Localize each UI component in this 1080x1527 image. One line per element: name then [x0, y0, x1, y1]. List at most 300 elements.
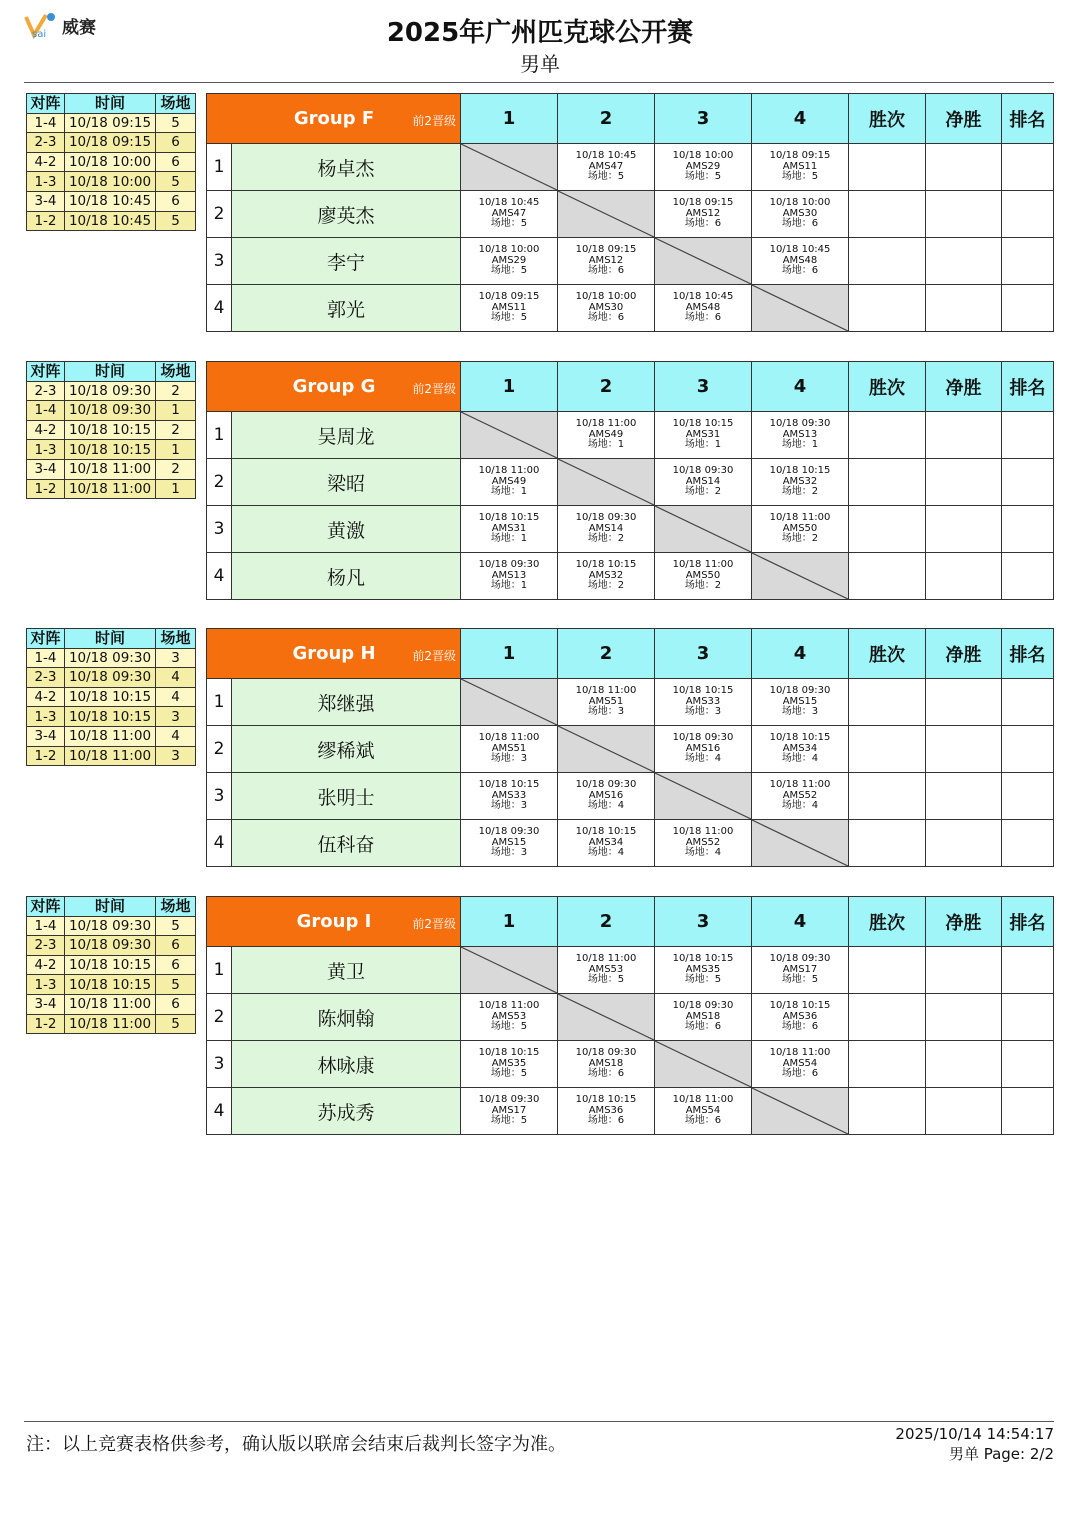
- self-match-cell: [752, 285, 849, 332]
- match-time: 10/18 10:15: [769, 465, 831, 477]
- match-time: 10/18 11:00: [478, 1000, 540, 1012]
- column-header: 净胜: [926, 897, 1002, 947]
- header-divider: [24, 82, 1054, 83]
- schedule-cell: 10/18 10:15: [65, 955, 156, 975]
- group-name-cell: [207, 94, 461, 144]
- column-header: 3: [655, 94, 752, 144]
- match-cell: [752, 506, 849, 553]
- match-time: 10/18 10:00: [478, 244, 540, 256]
- match-time: 10/18 10:15: [575, 559, 637, 571]
- schedule-cell: 1: [156, 479, 196, 499]
- group-name-cell: [207, 362, 461, 412]
- match-time: 10/18 09:15: [478, 291, 540, 303]
- match-cell: [461, 820, 558, 867]
- schedule-cell: 4: [156, 687, 196, 707]
- match-time: 10/18 09:30: [769, 418, 831, 430]
- schedule-cell: 6: [156, 152, 196, 172]
- match-court: 场地：5: [490, 1021, 528, 1033]
- schedule-cell: 10/18 10:45: [65, 191, 156, 211]
- column-header: 3: [655, 629, 752, 679]
- rank-cell: [1002, 1041, 1054, 1088]
- player-name: 郑继强: [232, 679, 461, 726]
- schedule-row: [27, 191, 196, 211]
- self-match-cell: [461, 412, 558, 459]
- schedule-header-row: [27, 897, 196, 917]
- match-court: 场地：5: [781, 171, 819, 183]
- schedule-cell: 10/18 11:00: [65, 746, 156, 766]
- schedule-row: [27, 401, 196, 421]
- match-cell: [558, 553, 655, 600]
- match-id: AMS31: [491, 522, 527, 534]
- match-court: 场地：3: [490, 800, 528, 812]
- schedule-cell: 6: [156, 936, 196, 956]
- net-cell: [926, 679, 1002, 726]
- match-cell: [752, 144, 849, 191]
- schedule-header: 时间: [65, 897, 156, 917]
- wins-cell: [849, 1088, 926, 1135]
- match-id: AMS33: [491, 789, 527, 801]
- svg-text:sai: sai: [32, 29, 47, 39]
- match-cell: [752, 947, 849, 994]
- match-time: 10/18 10:15: [478, 1047, 540, 1059]
- wins-cell: [849, 459, 926, 506]
- match-court: 场地：2: [684, 580, 722, 592]
- schedule-row: [27, 994, 196, 1014]
- player-name: 杨卓杰: [232, 144, 461, 191]
- match-court: 场地：4: [781, 753, 819, 765]
- net-cell: [926, 726, 1002, 773]
- match-time: 10/18 09:30: [769, 953, 831, 965]
- net-cell: [926, 238, 1002, 285]
- rank-cell: [1002, 553, 1054, 600]
- schedule-row: [27, 211, 196, 231]
- match-court: 场地：2: [587, 580, 625, 592]
- match-court: 场地：4: [684, 847, 722, 859]
- schedule-header: 时间: [65, 362, 156, 382]
- schedule-header-row: [27, 94, 196, 114]
- player-row: [207, 459, 1054, 506]
- match-id: AMS49: [491, 475, 527, 487]
- column-header: 4: [752, 94, 849, 144]
- schedule-row: [27, 707, 196, 727]
- schedule-cell: 3: [156, 746, 196, 766]
- schedule-cell: 3-4: [27, 459, 65, 479]
- match-id: AMS52: [685, 836, 721, 848]
- match-time: 10/18 11:00: [575, 418, 637, 430]
- player-name: 张明士: [232, 773, 461, 820]
- match-court: 场地：6: [781, 1068, 819, 1080]
- player-number: 1: [207, 679, 232, 726]
- advance-label: 前2晋级: [412, 649, 456, 663]
- match-cell: [558, 238, 655, 285]
- match-id: AMS50: [782, 522, 818, 534]
- match-time: 10/18 09:30: [672, 465, 734, 477]
- player-name: 伍科奋: [232, 820, 461, 867]
- match-id: AMS14: [685, 475, 721, 487]
- player-number: 1: [207, 947, 232, 994]
- schedule-cell: 2-3: [27, 936, 65, 956]
- match-id: AMS17: [491, 1104, 527, 1116]
- match-id: AMS17: [782, 963, 818, 975]
- match-id: AMS36: [782, 1010, 818, 1022]
- schedule-table: [26, 896, 196, 1034]
- match-id: AMS50: [685, 569, 721, 581]
- column-header: 排名: [1002, 362, 1054, 412]
- match-time: 10/18 10:15: [672, 953, 734, 965]
- match-time: 10/18 10:15: [478, 779, 540, 791]
- footer-divider: [24, 1421, 1054, 1422]
- schedule-row: [27, 916, 196, 936]
- player-number: 4: [207, 820, 232, 867]
- match-court: 场地：4: [587, 800, 625, 812]
- schedule-cell: 1-4: [27, 113, 65, 133]
- match-court: 场地：6: [684, 1115, 722, 1127]
- match-cell: [461, 1041, 558, 1088]
- match-time: 10/18 10:15: [575, 826, 637, 838]
- match-id: AMS51: [588, 695, 624, 707]
- schedule-cell: 1-2: [27, 746, 65, 766]
- schedule-cell: 2-3: [27, 133, 65, 153]
- column-header: 3: [655, 897, 752, 947]
- wins-cell: [849, 553, 926, 600]
- net-cell: [926, 506, 1002, 553]
- self-match-cell: [461, 947, 558, 994]
- player-number: 2: [207, 191, 232, 238]
- player-row: [207, 285, 1054, 332]
- column-header: 胜次: [849, 362, 926, 412]
- net-cell: [926, 1041, 1002, 1088]
- net-cell: [926, 994, 1002, 1041]
- match-court: 场地：2: [781, 533, 819, 545]
- schedule-cell: 10/18 11:00: [65, 479, 156, 499]
- schedule-row: [27, 172, 196, 192]
- match-cell: [461, 459, 558, 506]
- schedule-row: [27, 152, 196, 172]
- self-match-cell: [655, 238, 752, 285]
- match-id: AMS16: [685, 742, 721, 754]
- schedule-header: 对阵: [27, 629, 65, 649]
- match-cell: [655, 553, 752, 600]
- match-id: AMS32: [782, 475, 818, 487]
- match-cell: [558, 820, 655, 867]
- match-id: AMS30: [588, 301, 624, 313]
- wins-cell: [849, 994, 926, 1041]
- net-cell: [926, 1088, 1002, 1135]
- match-court: 场地：6: [587, 265, 625, 277]
- player-number: 1: [207, 412, 232, 459]
- match-cell: [655, 726, 752, 773]
- match-id: AMS54: [685, 1104, 721, 1116]
- match-court: 场地：3: [490, 847, 528, 859]
- match-court: 场地：6: [587, 1115, 625, 1127]
- self-match-cell: [655, 1041, 752, 1088]
- match-court: 场地：2: [781, 486, 819, 498]
- player-number: 2: [207, 459, 232, 506]
- wins-cell: [849, 773, 926, 820]
- match-cell: [655, 994, 752, 1041]
- match-cell: [655, 679, 752, 726]
- net-cell: [926, 947, 1002, 994]
- group-table: [206, 896, 1054, 1135]
- schedule-cell: 5: [156, 113, 196, 133]
- match-court: 场地：6: [587, 312, 625, 324]
- rank-cell: [1002, 773, 1054, 820]
- wins-cell: [849, 238, 926, 285]
- match-cell: [558, 679, 655, 726]
- schedule-cell: 6: [156, 133, 196, 153]
- rank-cell: [1002, 947, 1054, 994]
- match-time: 10/18 10:45: [769, 244, 831, 256]
- match-court: 场地：4: [684, 753, 722, 765]
- schedule-row: [27, 420, 196, 440]
- schedule-cell: 10/18 09:30: [65, 668, 156, 688]
- match-time: 10/18 09:30: [575, 779, 637, 791]
- match-time: 10/18 09:30: [478, 559, 540, 571]
- match-id: AMS53: [491, 1010, 527, 1022]
- wins-cell: [849, 679, 926, 726]
- schedule-row: [27, 479, 196, 499]
- column-header: 排名: [1002, 629, 1054, 679]
- match-id: AMS34: [782, 742, 818, 754]
- schedule-header: 场地: [156, 362, 196, 382]
- schedule-cell: 6: [156, 955, 196, 975]
- self-match-cell: [558, 726, 655, 773]
- player-name: 李宁: [232, 238, 461, 285]
- schedule-cell: 2: [156, 381, 196, 401]
- schedule-cell: 1-4: [27, 648, 65, 668]
- group-header-row: [207, 629, 1054, 679]
- schedule-cell: 10/18 10:45: [65, 211, 156, 231]
- match-cell: [752, 1041, 849, 1088]
- player-name: 黄卫: [232, 947, 461, 994]
- match-id: AMS12: [685, 207, 721, 219]
- logo-text: 威赛: [62, 17, 96, 38]
- match-court: 场地：5: [684, 171, 722, 183]
- group-name-cell: [207, 629, 461, 679]
- schedule-cell: 3: [156, 648, 196, 668]
- match-time: 10/18 10:15: [672, 685, 734, 697]
- match-court: 场地：6: [684, 312, 722, 324]
- match-id: AMS18: [685, 1010, 721, 1022]
- rank-cell: [1002, 459, 1054, 506]
- net-cell: [926, 144, 1002, 191]
- schedule-cell: 5: [156, 916, 196, 936]
- match-court: 场地：5: [684, 974, 722, 986]
- match-time: 10/18 11:00: [575, 685, 637, 697]
- match-id: AMS54: [782, 1057, 818, 1069]
- match-cell: [655, 459, 752, 506]
- player-row: [207, 947, 1054, 994]
- player-number: 4: [207, 1088, 232, 1135]
- wins-cell: [849, 144, 926, 191]
- self-match-cell: [558, 191, 655, 238]
- rank-cell: [1002, 726, 1054, 773]
- match-court: 场地：1: [684, 439, 722, 451]
- net-cell: [926, 412, 1002, 459]
- schedule-cell: 6: [156, 191, 196, 211]
- match-time: 10/18 09:30: [478, 1094, 540, 1106]
- match-id: AMS47: [491, 207, 527, 219]
- match-cell: [752, 679, 849, 726]
- player-number: 3: [207, 773, 232, 820]
- schedule-cell: 2: [156, 459, 196, 479]
- match-court: 场地：6: [781, 265, 819, 277]
- player-number: 3: [207, 1041, 232, 1088]
- net-cell: [926, 459, 1002, 506]
- player-row: [207, 994, 1054, 1041]
- match-time: 10/18 11:00: [478, 732, 540, 744]
- match-cell: [558, 506, 655, 553]
- match-time: 10/18 10:45: [672, 291, 734, 303]
- match-time: 10/18 10:00: [575, 291, 637, 303]
- column-header: 净胜: [926, 629, 1002, 679]
- match-court: 场地：2: [587, 533, 625, 545]
- advance-label: 前2晋级: [412, 382, 456, 396]
- match-court: 场地：3: [684, 706, 722, 718]
- rank-cell: [1002, 506, 1054, 553]
- player-number: 2: [207, 994, 232, 1041]
- schedule-cell: 10/18 11:00: [65, 726, 156, 746]
- match-cell: [461, 285, 558, 332]
- match-id: AMS31: [685, 428, 721, 440]
- match-time: 10/18 09:30: [575, 512, 637, 524]
- match-time: 10/18 11:00: [672, 826, 734, 838]
- player-name: 杨凡: [232, 553, 461, 600]
- match-cell: [558, 1088, 655, 1135]
- schedule-cell: 10/18 09:15: [65, 133, 156, 153]
- schedule-cell: 2: [156, 420, 196, 440]
- match-cell: [461, 994, 558, 1041]
- schedule-cell: 10/18 10:15: [65, 420, 156, 440]
- match-court: 场地：5: [490, 312, 528, 324]
- match-time: 10/18 09:30: [769, 685, 831, 697]
- schedule-cell: 1-3: [27, 707, 65, 727]
- match-cell: [461, 1088, 558, 1135]
- player-row: [207, 726, 1054, 773]
- match-time: 10/18 11:00: [769, 1047, 831, 1059]
- match-cell: [752, 412, 849, 459]
- net-cell: [926, 191, 1002, 238]
- match-id: AMS48: [685, 301, 721, 313]
- schedule-cell: 10/18 10:15: [65, 975, 156, 995]
- player-name: 苏成秀: [232, 1088, 461, 1135]
- column-header: 2: [558, 362, 655, 412]
- column-header: 排名: [1002, 94, 1054, 144]
- column-header: 4: [752, 897, 849, 947]
- self-match-cell: [752, 1088, 849, 1135]
- player-row: [207, 412, 1054, 459]
- match-id: AMS16: [588, 789, 624, 801]
- match-time: 10/18 10:15: [575, 1094, 637, 1106]
- match-id: AMS51: [491, 742, 527, 754]
- match-id: AMS13: [491, 569, 527, 581]
- schedule-cell: 4-2: [27, 955, 65, 975]
- column-header: 2: [558, 897, 655, 947]
- page-subtitle: 男单: [520, 52, 560, 76]
- player-row: [207, 191, 1054, 238]
- page-title: 2025年广州匹克球公开赛: [386, 18, 694, 48]
- wins-cell: [849, 726, 926, 773]
- footer-timestamp: 2025/10/14 14:54:17: [895, 1425, 1054, 1443]
- schedule-header-row: [27, 629, 196, 649]
- match-time: 10/18 10:15: [769, 732, 831, 744]
- player-name: 陈炯翰: [232, 994, 461, 1041]
- schedule-cell: 3-4: [27, 191, 65, 211]
- match-court: 场地：5: [587, 974, 625, 986]
- schedule-header: 场地: [156, 629, 196, 649]
- schedule-row: [27, 113, 196, 133]
- advance-label: 前2晋级: [412, 114, 456, 128]
- match-court: 场地：5: [490, 1115, 528, 1127]
- schedule-cell: 10/18 10:00: [65, 172, 156, 192]
- match-court: 场地：4: [587, 847, 625, 859]
- match-id: AMS29: [685, 160, 721, 172]
- schedule-cell: 10/18 09:30: [65, 401, 156, 421]
- match-court: 场地：4: [781, 800, 819, 812]
- column-header: 1: [461, 362, 558, 412]
- group-header-row: [207, 897, 1054, 947]
- match-id: AMS49: [588, 428, 624, 440]
- match-court: 场地：6: [781, 218, 819, 230]
- group-table: [206, 628, 1054, 867]
- wins-cell: [849, 506, 926, 553]
- match-id: AMS36: [588, 1104, 624, 1116]
- column-header: 胜次: [849, 897, 926, 947]
- column-header: 2: [558, 629, 655, 679]
- match-id: AMS48: [782, 254, 818, 266]
- schedule-row: [27, 936, 196, 956]
- schedule-cell: 10/18 11:00: [65, 459, 156, 479]
- player-row: [207, 1088, 1054, 1135]
- schedule-table: [26, 361, 196, 499]
- self-match-cell: [752, 553, 849, 600]
- net-cell: [926, 285, 1002, 332]
- match-id: AMS32: [588, 569, 624, 581]
- net-cell: [926, 773, 1002, 820]
- player-number: 4: [207, 285, 232, 332]
- schedule-header: 对阵: [27, 897, 65, 917]
- match-court: 场地：3: [781, 706, 819, 718]
- wins-cell: [849, 412, 926, 459]
- schedule-table: [26, 628, 196, 766]
- match-court: 场地：5: [490, 218, 528, 230]
- match-court: 场地：1: [490, 533, 528, 545]
- schedule-cell: 6: [156, 994, 196, 1014]
- rank-cell: [1002, 285, 1054, 332]
- player-name: 林咏康: [232, 1041, 461, 1088]
- wins-cell: [849, 191, 926, 238]
- schedule-cell: 10/18 11:00: [65, 994, 156, 1014]
- schedule-cell: 5: [156, 211, 196, 231]
- match-court: 场地：3: [490, 753, 528, 765]
- match-time: 10/18 09:30: [672, 1000, 734, 1012]
- schedule-cell: 10/18 09:30: [65, 648, 156, 668]
- column-header: 3: [655, 362, 752, 412]
- schedule-cell: 5: [156, 172, 196, 192]
- match-cell: [752, 459, 849, 506]
- schedule-cell: 4-2: [27, 420, 65, 440]
- schedule-cell: 1-4: [27, 401, 65, 421]
- match-cell: [655, 947, 752, 994]
- match-id: AMS34: [588, 836, 624, 848]
- schedule-cell: 4: [156, 726, 196, 746]
- schedule-cell: 10/18 09:30: [65, 381, 156, 401]
- schedule-cell: 2-3: [27, 381, 65, 401]
- column-header: 排名: [1002, 897, 1054, 947]
- match-id: AMS18: [588, 1057, 624, 1069]
- schedule-cell: 10/18 10:00: [65, 152, 156, 172]
- match-cell: [461, 726, 558, 773]
